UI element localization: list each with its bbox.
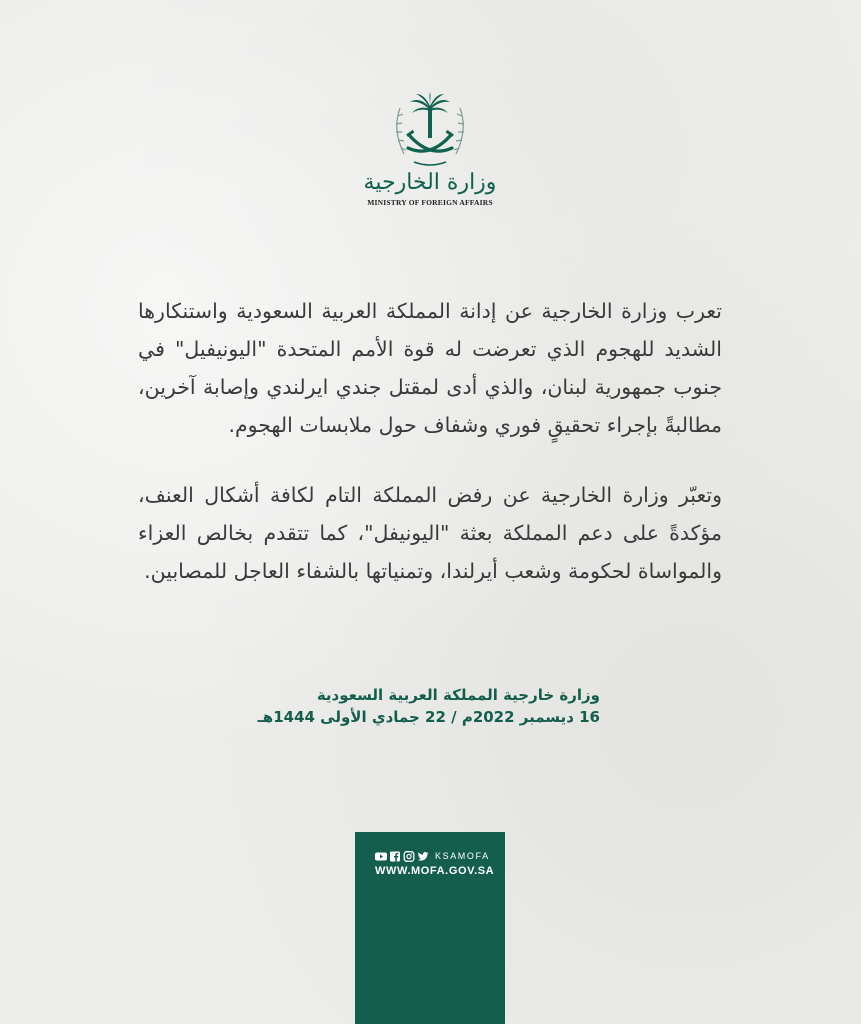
youtube-icon[interactable] [375,851,387,862]
statement-date: 16 ديسمبر 2022م / 22 جمادي الأولى 1444هـ [257,708,600,726]
saudi-emblem-icon [390,92,470,168]
statement-body [138,292,722,590]
statement-paragraph: وتعبّر وزارة الخارجية عن رفض المملكة التام لكافة أشكال العنف، مؤكدةً على دعم المملكة بعثة "اليونيفل"، كما تتقدم بخالص العزاء والمواساة لحكومة وشعب أيرلندا، وتمنياتها بالشفاء العاجل للمصابين. [138,483,722,583]
signature-block [200,684,600,728]
ministry-logo [355,92,505,217]
website-link[interactable]: WWW.MOFA.GOV.SA [375,865,495,877]
social-links [375,849,490,863]
ministry-name-english: MINISTRY OF FOREIGN AFFAIRS [367,198,493,207]
issuer-name: وزارة خارجية المملكة العربية السعودية [316,686,600,704]
statement-paragraph: تعرب وزارة الخارجية عن إدانة المملكة العربية السعودية واستنكارها الشديد للهجوم الذي تعرضت له قوة الأمم المتحدة "اليونيفيل" في جنوب جمهورية لبنان، والذي أدى لمقتل جندي ايرلندي وإصابة آخرين، مطالبةً بإجراء تحقيقٍ فوري وشفاف حول ملابسات الهجوم. [138,299,722,437]
facebook-icon[interactable] [389,851,401,862]
instagram-icon[interactable] [403,851,415,862]
contact-footer [355,832,505,1024]
ministry-name-arabic: وزارة الخارجية [363,170,497,195]
social-handle[interactable]: KSAMOFA [435,851,490,861]
twitter-icon[interactable] [417,851,429,862]
